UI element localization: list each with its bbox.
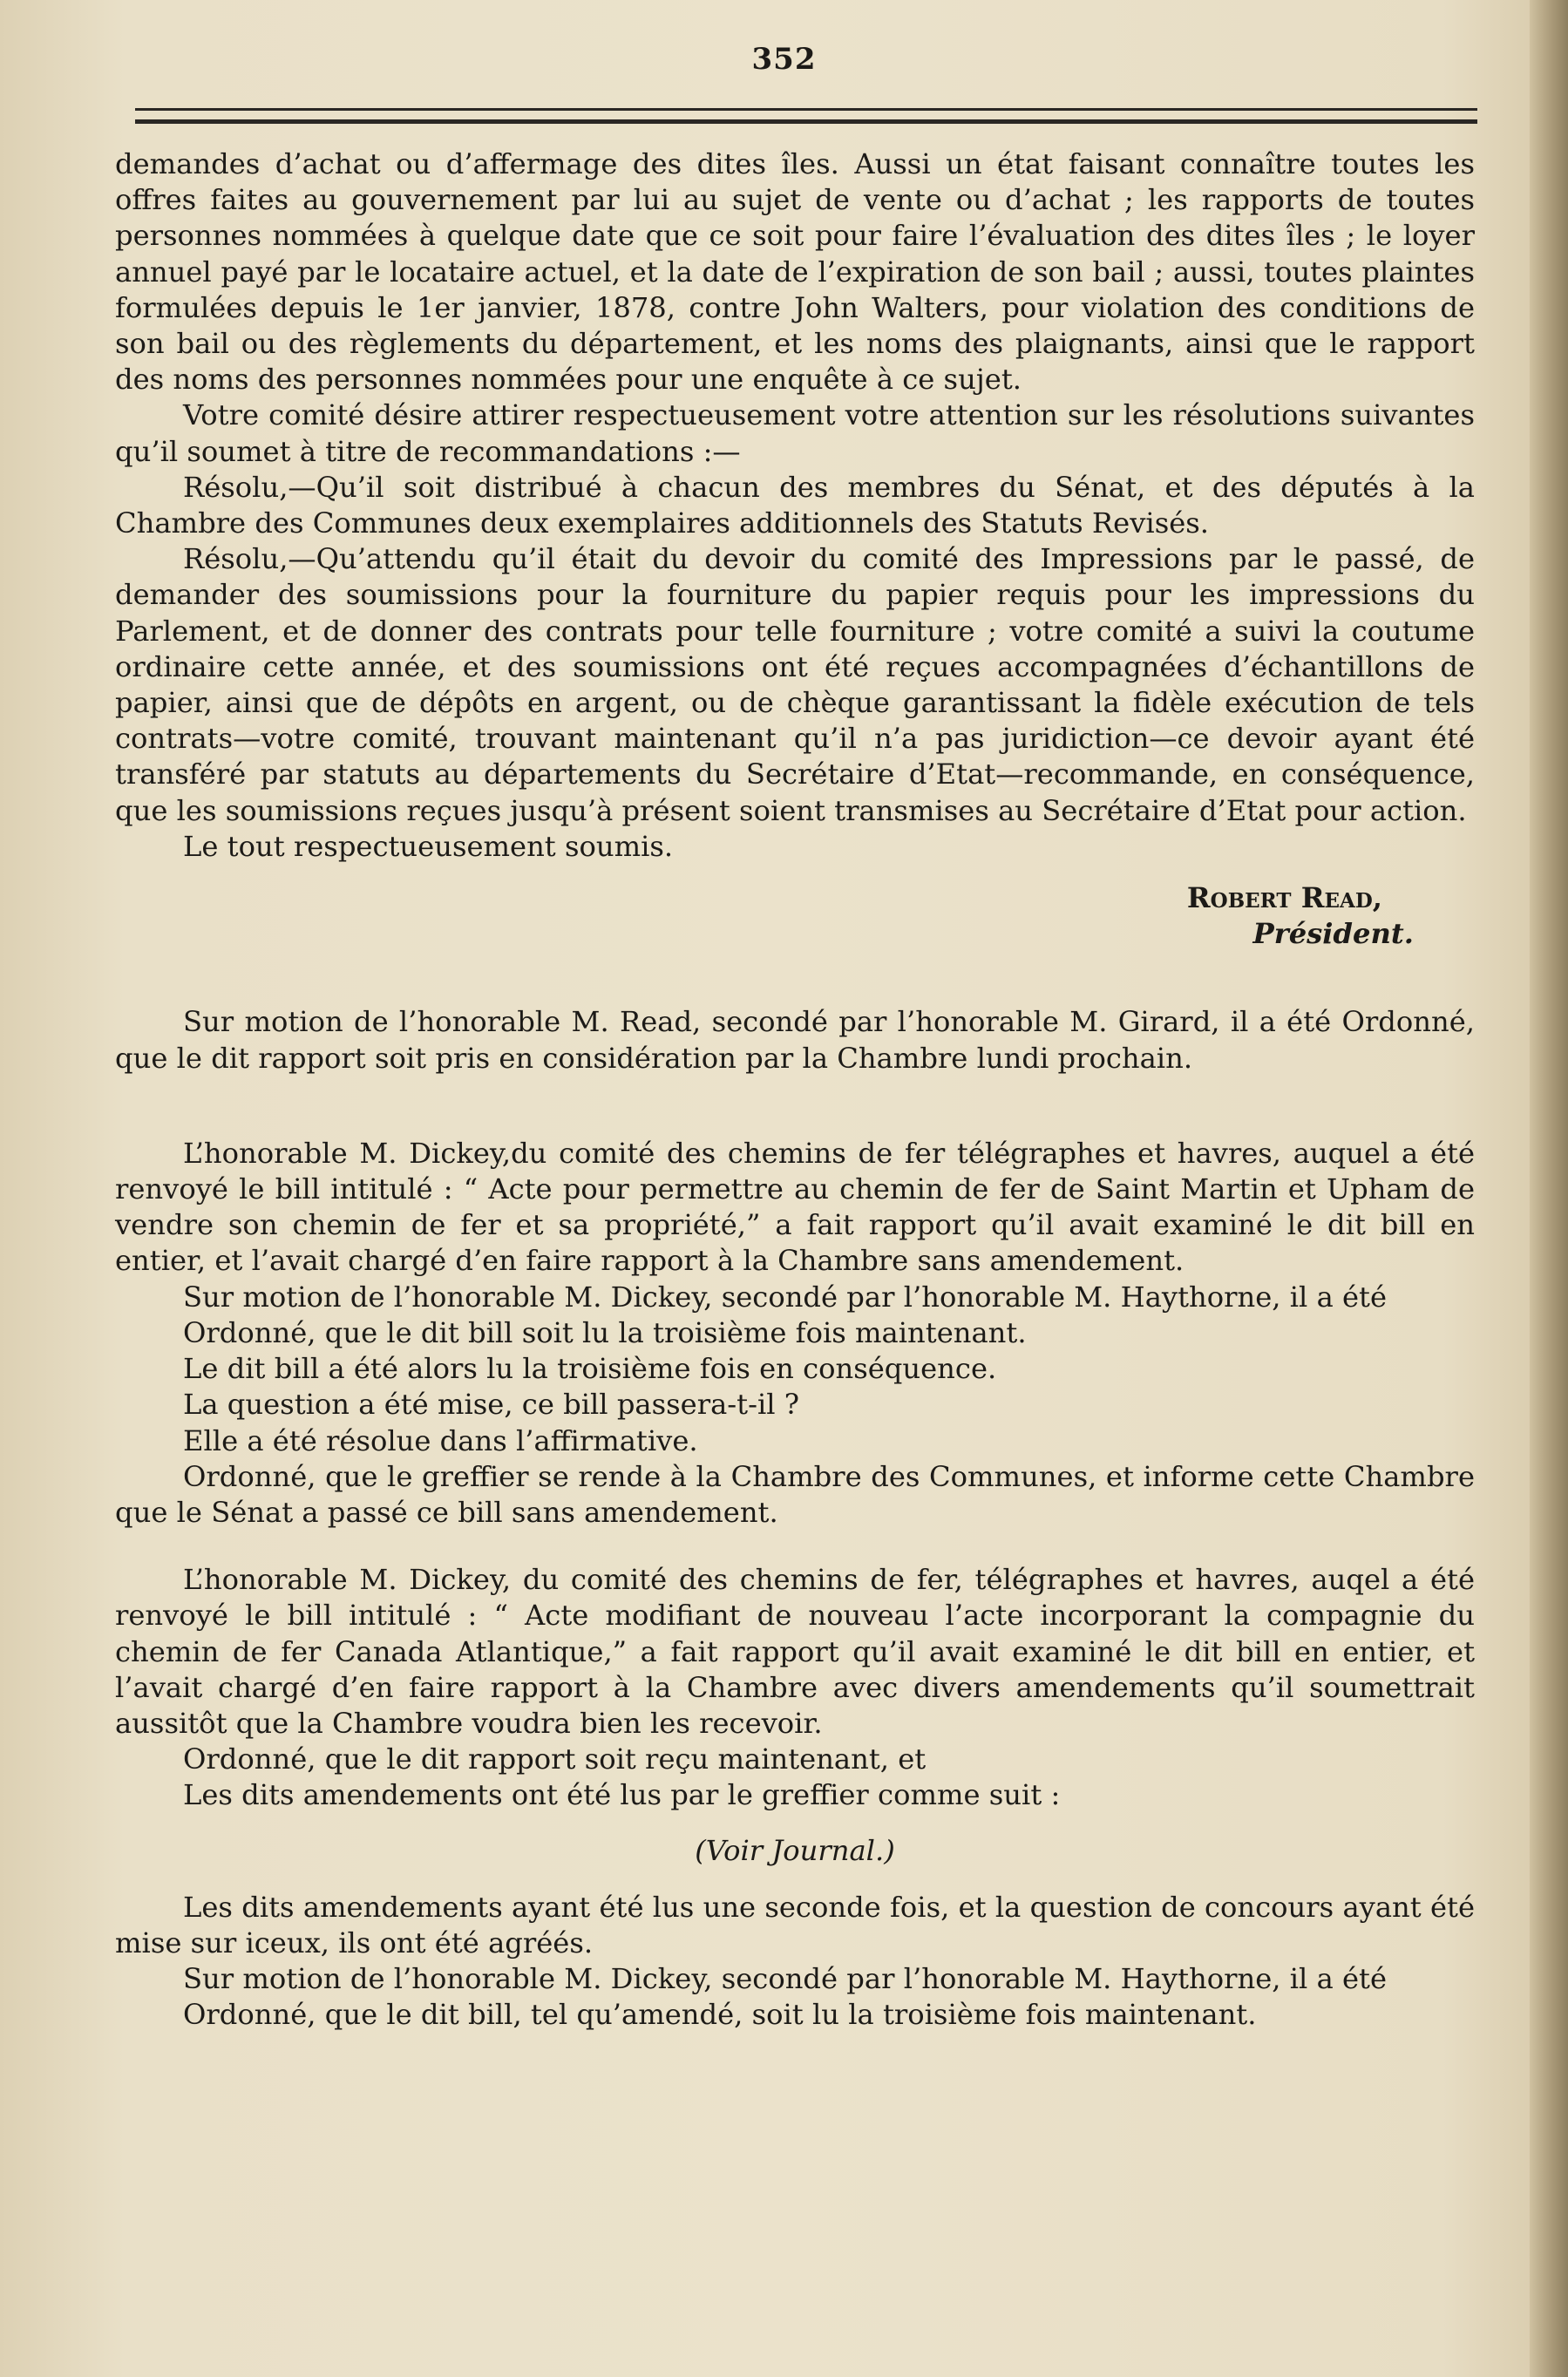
paragraph: La question a été mise, ce bill passera-t-il ? bbox=[183, 1388, 800, 1422]
paragraph: Les dits amendements ayant été lus une seconde fois, et la question de concours ayant été mise sur iceux, ils ont été agréés. bbox=[115, 1890, 1475, 1959]
paragraph: L’honorable M. Dickey, du comité des chemins de fer, télégraphes et havres, auqel a été renvoyé le bill intitulé : “ Acte modifiant de nouveau l’acte incorporant la compagnie du chemin de fer Canada Atlantique,” a fait rapport qu’il avait examiné le dit bill en entier, et l’avait chargé d’en faire rapport à la Chambre avec divers amendements qu’il soumettrait aussitôt que la Chambre voudra bien les recevoir. bbox=[115, 1563, 1475, 1740]
paragraph: Ordonné, que le dit rapport soit reçu maintenant, et bbox=[183, 1742, 927, 1776]
paragraph: L’honorable M. Dickey,du comité des chemins de fer télégraphes et havres, auquel a été renvoyé le bill intitulé : “ Acte pour permettre au chemin de fer de Saint Martin et Upham de vendre son chemin de fer et sa propriété,” a fait rapport qu’il avait examiné le dit bill en entier, et l’avait chargé d’en faire rapport à la Chambre sans amendement. bbox=[115, 1136, 1475, 1278]
paragraph: Les dits amendements ont été lus par le greffier comme suit : bbox=[183, 1778, 1061, 1812]
signature-name: Robert Read, bbox=[1186, 881, 1382, 915]
paragraph: Sur motion de l’honorable M. Dickey, secondé par l’honorable M. Haythorne, il a été bbox=[183, 1962, 1388, 1996]
signature-title: Président. bbox=[1252, 917, 1414, 951]
book-spine-edge bbox=[1530, 0, 1568, 2377]
voir-journal-note: (Voir Journal.) bbox=[695, 1833, 895, 1867]
paragraph: Ordonné, que le dit bill soit lu la troisième fois maintenant. bbox=[183, 1315, 1027, 1349]
paragraph: Résolu,—Qu’attendu qu’il était du devoir du comité des Impressions par le passé, de demander des soumissions pour la fourniture du papier requis pour les impressions du Parlement, et de donner des contrats pour telle fourniture ; votre comité a suivi la coutume ordinaire cette année, et des soumissions ont été reçues accompagnées d’échantillons de papier, ainsi que de dépôts en argent, ou de chèque garantissant la fidèle exécution de tels contrats—votre comité, trouvant maintenant qu’il n’a pas juridiction—ce devoir ayant été transféré par statuts au départements du Secrétaire d’Etat—recommande, en conséquence, que les soumissions reçues jusqu’à présent soient transmises au Secrétaire d’Etat pour action. bbox=[115, 542, 1475, 827]
paragraph: Le dit bill a été alors lu la troisième fois en conséquence. bbox=[183, 1352, 997, 1386]
body-text bbox=[115, 146, 1475, 2034]
motion-paragraph: Sur motion de l’honorable M. Read, secondé par l’honorable M. Girard, il a été Ordonné, que le dit rapport soit pris en considération par la Chambre lundi prochain. bbox=[115, 1005, 1475, 1075]
paragraph: Ordonné, que le greffier se rende à la Chambre des Communes, et informe cette Chambre que le Sénat a passé ce bill sans amendement. bbox=[115, 1459, 1475, 1529]
header-rule-thin bbox=[135, 108, 1477, 111]
paragraph: Le tout respectueusement soumis. bbox=[183, 829, 674, 863]
paragraph: demandes d’achat ou d’affermage des dites îles. Aussi un état faisant connaître toutes les offres faites au gouvernement par lui au sujet de vente ou d’achat ; les rapports de toutes personnes nommées à quelque date que ce soit pour faire l’évaluation des dites îles ; le loyer annuel payé par le locataire actuel, et la date de l’expiration de son bail ; aussi, toutes plaintes formulées depuis le 1er janvier, 1878, contre John Walters, pour violation des conditions de son bail ou des règlements du département, et les noms des plaignants, ainsi que le rapport des noms des personnes nommées pour une enquête à ce sujet. bbox=[115, 147, 1475, 397]
signature-block bbox=[115, 880, 1475, 952]
page-number: 352 bbox=[751, 42, 817, 77]
paragraph: Ordonné, que le dit bill, tel qu’amendé, soit lu la troisième fois maintenant. bbox=[183, 1998, 1257, 2032]
header-rule-thick bbox=[135, 119, 1477, 124]
paragraph: Sur motion de l’honorable M. Dickey, secondé par l’honorable M. Haythorne, il a été bbox=[183, 1280, 1388, 1314]
paragraph: Elle a été résolue dans l’affirmative. bbox=[183, 1423, 698, 1457]
paragraph: Résolu,—Qu’il soit distribué à chacun des membres du Sénat, et des députés à la Chambre des Communes deux exemplaires additionnels des Statuts Revisés. bbox=[115, 470, 1475, 540]
paragraph: Votre comité désire attirer respectueusement votre attention sur les résolutions suivantes qu’il soumet à titre de recommandations :— bbox=[115, 398, 1475, 468]
